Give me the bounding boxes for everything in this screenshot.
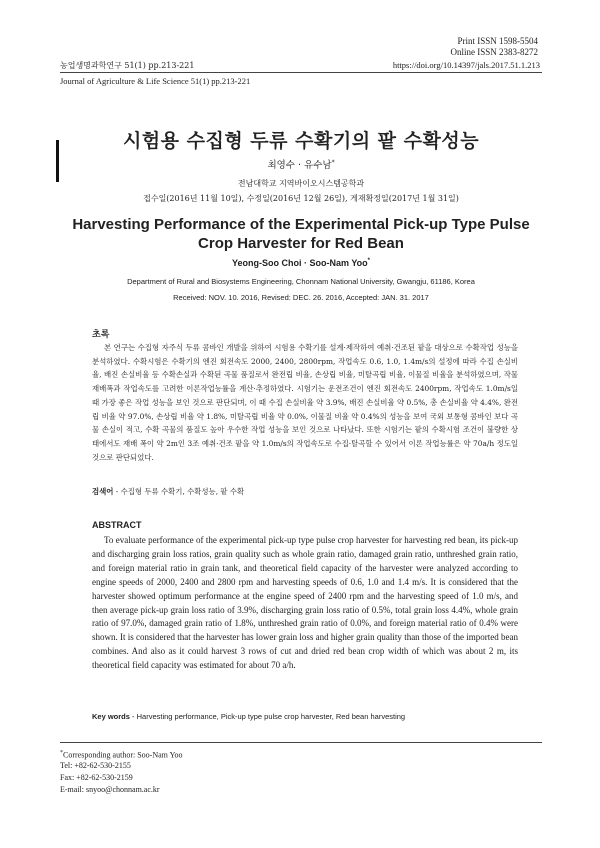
footnote-mark: * — [60, 750, 63, 756]
english-author-names: Yeong-Soo Choi · Soo-Nam Yoo — [231, 258, 368, 268]
english-dates: Received: NOV. 10. 2016, Revised: DEC. 26. 2016, Accepted: JAN. 31. 2017 — [173, 293, 429, 302]
corresponding-mark: * — [331, 158, 335, 166]
english-title: Harvesting Performance of the Experimental Pick-up Type Pulse Crop Harvester for Red Bean — [72, 216, 530, 252]
online-issn: Online ISSN 2383-8272 — [450, 47, 538, 57]
english-abstract-heading: ABSTRACT — [92, 520, 142, 530]
footnote-rule — [60, 742, 542, 743]
english-keywords — [92, 712, 405, 721]
footnote-email[interactable]: E-mail: snyoo@chonnam.ac.kr — [60, 785, 160, 794]
side-bar-decoration — [56, 140, 59, 182]
footnote-corresponding-text: Corresponding author: Soo-Nam Yoo — [63, 750, 183, 760]
korean-affiliation: 전남대학교 지역바이오시스템공학과 — [237, 179, 365, 188]
korean-abstract-heading: 초록 — [92, 330, 110, 340]
english-keywords-label: Key words — [92, 712, 130, 721]
korean-keywords-label: 검색어 — [92, 487, 114, 496]
korean-keywords-text: - 수집형 두류 수확기, 수확성능, 팥 수확 — [115, 487, 245, 496]
journal-ko: 농업생명과학연구 51(1) pp.213-221 — [60, 61, 195, 70]
journal-header — [60, 60, 540, 71]
footnote-tel: Tel: +82-62-530-2155 — [60, 761, 131, 770]
footnote-corresponding — [60, 748, 183, 761]
corresponding-mark: * — [367, 258, 370, 264]
doi-link[interactable]: https://doi.org/10.14397/jals.2017.51.1.213 — [392, 60, 540, 70]
korean-author-names: 최영수 · 유수남 — [267, 160, 332, 171]
journal-en: Journal of Agriculture & Life Science 51(1) pp.213-221 — [60, 76, 251, 86]
header-rule — [60, 72, 542, 73]
korean-keywords — [92, 486, 244, 497]
english-authors — [60, 258, 542, 268]
korean-abstract-body: 본 연구는 수집형 자주식 두류 콤바인 개발을 위하여 시험용 수확기를 설계·제작하여 예취·건조된 팥을 대상으로 수확작업 성능을 분석하였다. 수확시험은 수확기의 엔진 회전속도 2000, 2400, 2800rpm, 작업속도 0.6, 1.0, 1.4m/s의 설정에 따라 수집 손실비율, 배진 손실비율 등 수확손실과 수확된 곡물 품질로서 완전립 비율, 손상립 비율, 미탈곡립 비율, 이물질 비율을 분석하였으며, 작물 재배폭과 작업속도를 고려한 이론작업능률을 계산·추정하였다. 시험기는 운전조건이 엔진 회전속도 2400rpm, 작업속도 1.0m/s일 때 가장 좋은 작업 성능을 보인 것으로 판단되며, 이 때 수집 손실비율 약 3.9%, 배진 손실비율 약 0.5%, 총 손실비율 약 4.4%, 완전립 비율 약 97.0%, 손상립 비율 약 1.8%, 미탈곡립 비율 약 0.0%, 이물질 비율 약 0.4%의 성능을 보여 국외 보통형 콤바인 보다 곡물 손실이 적고, 수확 곡물의 품질도 높아 우수한 작업 성능을 보인 것으로 나타났다. 또한 시험기는 팥의 수확시험 조건이 불량한 상태에서도 재배 폭이 약 2m인 3조 예취·건조 팥을 약 1.0m/s의 작업속도로 수집·탈곡할 수 있어서 이론 작업능률은 약 70a/h 정도일 것으로 판단되었다. — [92, 343, 518, 462]
print-issn: Print ISSN 1598-5504 — [457, 36, 538, 46]
footnote-fax: Fax: +82-62-530-2159 — [60, 773, 133, 782]
korean-authors — [60, 157, 542, 171]
english-keywords-text: - Harvesting performance, Pick-up type pulse crop harvester, Red bean harvesting — [132, 712, 406, 721]
english-affiliation: Department of Rural and Biosystems Engineering, Chonnam National University, Gwangju, 61186, Korea — [127, 277, 475, 286]
english-abstract-body: To evaluate performance of the experimental pick-up type pulse crop harvester for harvesting red bean, its pick-up and discharging grain loss ratios, grain quality such as whole grain ratio, damaged grain ratio, unthreshed grain ratio, and foreign material ratio in grain tank, and theoretical field capacity of the harvester were analyzed according to engine speeds of 2000, 2400 and 2800 rpm and harvesting speeds of 0.6, 1.0 and 1.4 m/s. It is considered that the harvester showed optimum performance at the engine speed of 2400 rpm and the harvesting speed of 1.0 m/s, and then average pick-up grain loss ratio of 3.9%, discharging grain loss ratio of 0.5%, total grain loss 4.4%, whole grain ratio of 97.0%, damaged grain ratio of 1.8%, unthreshed grain ratio of 0.0%, and foreign material ratio of 0.4% were shown. It is considered that the harvester has lower grain loss and higher grain quality than those of the imported bean combines. And also as it could harvest 3 rows of cut and dried red bean crop width of which was about 2 m, its theoretical field capacity was estimated for about 70 a/h. — [92, 535, 518, 671]
korean-title: 시험용 수집형 두류 수확기의 팥 수확성능 — [122, 130, 480, 152]
korean-dates: 접수일(2016년 11월 10일), 수정일(2016년 12월 26일), 게재확정일(2017년 1월 31일) — [143, 194, 459, 203]
